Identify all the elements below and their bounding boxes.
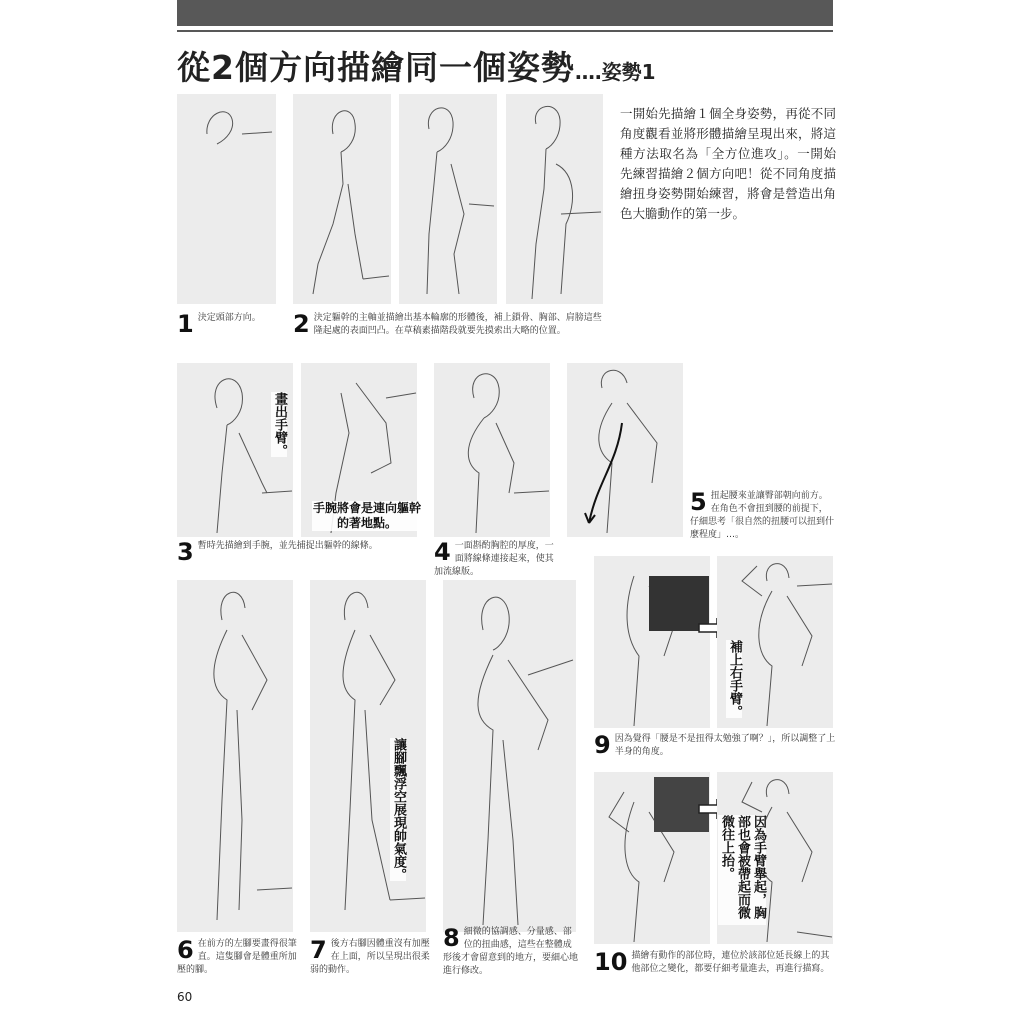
title-dots: ‥‥ <box>574 60 602 84</box>
step-text: 細微的協調感、分量感、部位的扭曲感，這些在整體成形後才會留意到的地方，要細心地進行修改。 <box>443 927 579 976</box>
sketch-drawing <box>594 772 710 944</box>
step-text: 一面斟酌胸腔的厚度，一面將線條連接起來，使其加流線版。 <box>434 541 554 577</box>
step-number: 9 <box>594 731 611 759</box>
sketch-drawing <box>506 94 603 304</box>
step-number: 4 <box>434 538 451 566</box>
sketch-drawing <box>177 580 293 932</box>
step-number: 10 <box>594 948 628 976</box>
step-caption <box>177 540 417 564</box>
intro-paragraph: 一開始先描繪１個全身姿勢，再從不同角度觀看並將形體描繪呈現出來，將這種方法取名為「全方位進攻」。一開始先練習描繪２個方向吧！從不同角度描繪扭身姿勢開始練習，將會是營造出角色大膽動作的第一步。 <box>620 106 836 221</box>
sketch-panel <box>594 556 710 728</box>
step-number: 8 <box>443 924 460 952</box>
sketch-panel <box>434 363 550 537</box>
sketch-panel <box>443 580 576 932</box>
step-number: 6 <box>177 936 194 964</box>
step-number: 1 <box>177 310 194 338</box>
note-right-arm: 補上右手臂。 <box>727 640 742 718</box>
step-caption <box>690 490 836 542</box>
sketch-panel <box>399 94 497 304</box>
page-title <box>177 42 656 89</box>
sketch-drawing <box>293 94 391 304</box>
step-number: 3 <box>177 538 194 566</box>
sketch-drawing <box>443 580 576 932</box>
title-main: 從2個方向描繪同一個姿勢 <box>177 48 575 87</box>
step-number: 7 <box>310 936 327 964</box>
page-number: 60 <box>177 990 193 1004</box>
step-caption <box>177 938 297 977</box>
note-draw-arm: 畫出手臂。 <box>272 392 287 457</box>
sketch-drawing <box>434 363 550 537</box>
step-number: 2 <box>293 310 310 338</box>
sketch-panel <box>177 94 276 304</box>
step-text: 後方右腳因體重沒有加壓在上面，所以呈現出很柔弱的動作。 <box>310 939 430 975</box>
sketch-panel <box>177 580 293 932</box>
step-caption <box>310 938 430 977</box>
step-caption <box>177 312 282 336</box>
step-text: 扭起腰來並讓臀部朝向前方。在角色不會扭到腰的前提下，仔細思考「很自然的扭腰可以扭到什麼程度」…。 <box>690 491 835 540</box>
step-caption <box>293 312 605 338</box>
step-text: 在前方的左腳要畫得很筆直。這隻腳會是體重所加壓的腳。 <box>177 939 297 975</box>
note-float-leg: 讓腳飄浮空展現帥氣度。 <box>391 738 406 881</box>
note-chest: 因為手臂舉起，胸部也會被帶起而微微往上抬。 <box>718 815 766 925</box>
sketch-drawing <box>399 94 497 304</box>
step-caption <box>434 540 556 579</box>
sketch-drawing <box>177 94 276 304</box>
step-caption <box>594 950 836 976</box>
sketch-drawing <box>567 363 683 537</box>
title-sub: 姿勢1 <box>601 60 656 84</box>
sketch-panel <box>310 580 426 932</box>
sketch-panel <box>506 94 603 304</box>
step-text: 決定頭部方向。 <box>197 313 261 323</box>
step-caption <box>443 926 578 978</box>
step-number: 5 <box>690 488 707 516</box>
step-text: 決定軀幹的主軸並描繪出基本輪廓的形體後，補上鎖骨、胸部、肩膀這些隆起處的表面凹凸。在草稿素描階段就要先摸索出大略的位置。 <box>313 313 602 336</box>
sketch-panel <box>293 94 391 304</box>
sketch-panel <box>594 772 710 944</box>
step-text: 描繪有動作的部位時，連位於該部位延長線上的其他部位之變化，都要仔細考量進去，再進行描寫。 <box>631 951 830 974</box>
sketch-drawing <box>310 580 426 932</box>
header-rule <box>177 30 833 32</box>
step-text: 因為覺得「腰是不是扭得太勉強了啊？」，所以調整了上半身的角度。 <box>614 734 836 757</box>
note-wrist: 手腕將會是連向軀幹的著地點。 <box>312 501 421 530</box>
step-text: 暫時先描繪到手腕，並先捕捉出軀幹的線條。 <box>197 541 378 551</box>
sketch-drawing <box>594 556 710 728</box>
header-bar <box>177 0 833 26</box>
step-caption <box>594 733 836 759</box>
sketch-panel <box>567 363 683 537</box>
